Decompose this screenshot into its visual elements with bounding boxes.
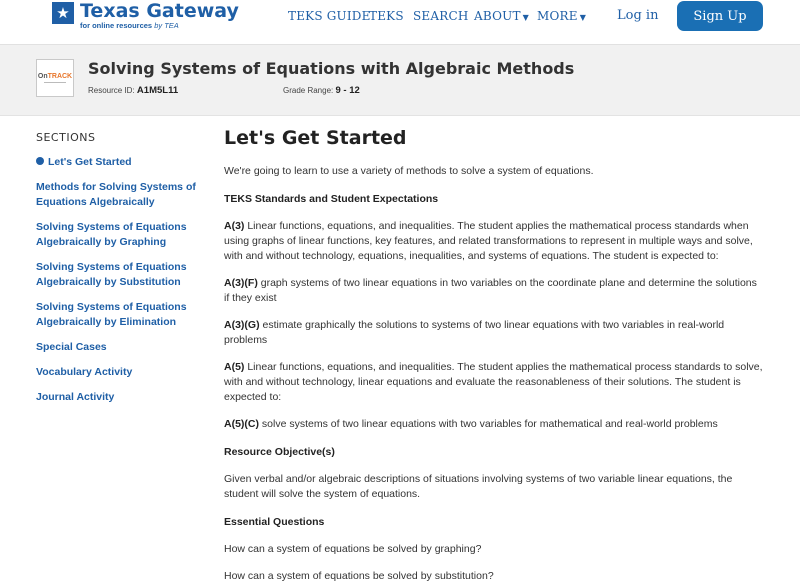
resource-id: Resource ID: A1M5L11 [88, 85, 179, 96]
resource-header [0, 45, 800, 116]
top-navigation-bar [0, 0, 800, 45]
texas-gateway-logo[interactable] [52, 2, 239, 31]
logo-title: Texas Gateway [80, 0, 239, 22]
objective-heading: Resource Objective(s) [224, 446, 335, 458]
nav-more[interactable]: MORE ▼ [537, 9, 587, 23]
ontrack-logo: OnTRACK [36, 59, 74, 97]
standard-a5: A(5) Linear functions, equations, and inequalities. The student applies the mathematical process standards to solve, with and without technology, linear equations and evaluate the reasonableness of their solutions. The student is expected to: [224, 361, 763, 403]
active-dot-icon [36, 157, 44, 165]
logo-subtitle: for online resources by TEA [80, 21, 179, 30]
sidebar-item-vocabulary-activity[interactable]: Vocabulary Activity [36, 366, 133, 378]
section-heading: Let's Get Started [224, 127, 407, 149]
sidebar-item-lets-get-started[interactable]: Let's Get Started [36, 155, 211, 170]
standard-a3g: A(3)(G) estimate graphically the solutions to systems of two linear equations with two variables in real-world problems [224, 319, 725, 346]
sidebar-item-elimination[interactable]: Solving Systems of Equations Algebraically by Elimination [36, 301, 187, 328]
nav-teks-guide[interactable]: TEKS GUIDE [288, 9, 371, 23]
signup-button[interactable]: Sign Up [677, 1, 763, 31]
sidebar-item-substitution[interactable]: Solving Systems of Equations Algebraically by Substitution [36, 261, 187, 288]
sidebar-item-methods[interactable]: Methods for Solving Systems of Equations Algebraically [36, 181, 196, 208]
nav-teks[interactable]: TEKS [369, 9, 404, 23]
caret-down-icon: ▼ [579, 13, 587, 22]
standard-a3f: A(3)(F) graph systems of two linear equations in two variables on the coordinate plane and determine the solutions if they exist [224, 277, 757, 304]
sidebar-item-journal-activity[interactable]: Journal Activity [36, 391, 115, 403]
intro-paragraph: We're going to learn to use a variety of methods to solve a system of equations. [224, 165, 594, 177]
star-icon: ★ [52, 2, 74, 24]
nav-search[interactable]: SEARCH [413, 9, 469, 23]
objective-paragraph: Given verbal and/or algebraic descriptions of situations involving systems of two variable linear equations, the student will solve the system of equations. [224, 473, 733, 500]
sidebar-item-graphing[interactable]: Solving Systems of Equations Algebraically by Graphing [36, 221, 187, 248]
essential-questions-heading: Essential Questions [224, 516, 325, 528]
standard-a5c: A(5)(C) solve systems of two linear equations with two variables for mathematical and real-world problems [224, 418, 718, 430]
page-title: Solving Systems of Equations with Algebraic Methods [88, 59, 575, 78]
teks-heading: TEKS Standards and Student Expectations [224, 193, 439, 205]
essential-question: How can a system of equations be solved by substitution? [224, 570, 494, 582]
caret-down-icon: ▼ [522, 13, 530, 22]
standard-a3: A(3) Linear functions, equations, and inequalities. The student applies the mathematical process standards when using graphs of linear functions, key features, and related transformations to represent in multiple ways and solve, with and without technology, equations, inequalities, and systems of equations. The student is expected to: [224, 220, 753, 262]
nav-about[interactable]: ABOUT ▼ [474, 9, 530, 23]
login-link[interactable]: Log in [617, 8, 659, 23]
sections-heading: SECTIONS [36, 131, 96, 144]
sidebar-item-special-cases[interactable]: Special Cases [36, 341, 107, 353]
essential-question: How can a system of equations be solved by graphing? [224, 543, 482, 555]
grade-range: Grade Range: 9 - 12 [283, 85, 360, 96]
